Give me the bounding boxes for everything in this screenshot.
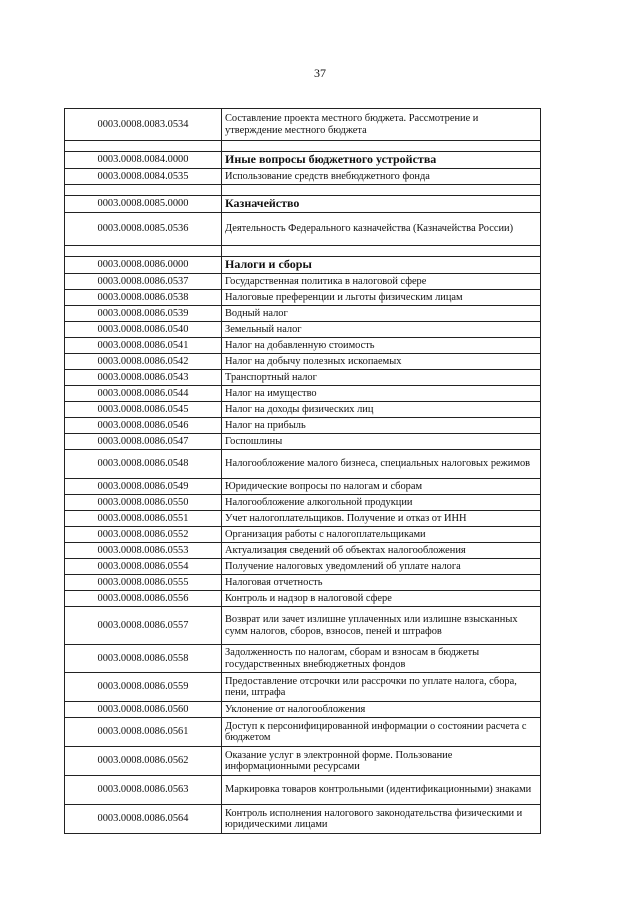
classifier-table <box>64 108 541 834</box>
table-row <box>65 402 541 418</box>
code-cell: 0003.0008.0086.0560 <box>65 702 222 718</box>
table-row <box>65 109 541 141</box>
name-cell: Использование средств внебюджетного фонда <box>222 169 541 185</box>
name-cell: Налоги и сборы <box>222 257 541 274</box>
table-row <box>65 169 541 185</box>
code-cell: 0003.0008.0086.0541 <box>65 338 222 354</box>
table-row <box>65 776 541 805</box>
name-cell: Задолженность по налогам, сборам и взносам в бюджеты государственных внебюджетных фондов <box>222 645 541 673</box>
code-cell: 0003.0008.0086.0537 <box>65 274 222 290</box>
name-cell: Налоговые преференции и льготы физическим лицам <box>222 290 541 306</box>
code-cell: 0003.0008.0086.0550 <box>65 495 222 511</box>
spacer-row <box>65 185 541 196</box>
table-row <box>65 274 541 290</box>
name-cell: Налогообложение алкогольной продукции <box>222 495 541 511</box>
table-row <box>65 607 541 645</box>
code-cell: 0003.0008.0086.0551 <box>65 511 222 527</box>
table-row <box>65 543 541 559</box>
table-row <box>65 306 541 322</box>
code-cell: 0003.0008.0086.0539 <box>65 306 222 322</box>
table-row <box>65 718 541 747</box>
name-cell: Организация работы с налогоплательщиками <box>222 527 541 543</box>
name-cell: Доступ к персонифицированной информации о состоянии расчета с бюджетом <box>222 718 541 747</box>
name-cell: Госпошлины <box>222 434 541 450</box>
table-row <box>65 527 541 543</box>
name-cell: Налоговая отчетность <box>222 575 541 591</box>
section-heading-row <box>65 257 541 274</box>
code-cell: 0003.0008.0086.0542 <box>65 354 222 370</box>
table-row <box>65 575 541 591</box>
name-cell: Налог на доходы физических лиц <box>222 402 541 418</box>
code-cell: 0003.0008.0086.0557 <box>65 607 222 645</box>
code-cell: 0003.0008.0083.0534 <box>65 109 222 141</box>
table-row <box>65 479 541 495</box>
table-row <box>65 645 541 673</box>
name-cell: Транспортный налог <box>222 370 541 386</box>
table-row <box>65 559 541 575</box>
code-cell: 0003.0008.0086.0559 <box>65 673 222 702</box>
code-cell: 0003.0008.0086.0538 <box>65 290 222 306</box>
code-cell: 0003.0008.0084.0535 <box>65 169 222 185</box>
classifier-table-body <box>65 109 541 834</box>
code-cell <box>65 185 222 196</box>
code-cell <box>65 246 222 257</box>
code-cell: 0003.0008.0086.0555 <box>65 575 222 591</box>
code-cell: 0003.0008.0086.0547 <box>65 434 222 450</box>
table-row <box>65 495 541 511</box>
name-cell: Маркировка товаров контрольными (идентификационными) знаками <box>222 776 541 805</box>
name-cell: Юридические вопросы по налогам и сборам <box>222 479 541 495</box>
table-row <box>65 418 541 434</box>
table-row <box>65 338 541 354</box>
code-cell: 0003.0008.0086.0558 <box>65 645 222 673</box>
code-cell: 0003.0008.0084.0000 <box>65 152 222 169</box>
code-cell: 0003.0008.0085.0536 <box>65 213 222 246</box>
code-cell: 0003.0008.0086.0543 <box>65 370 222 386</box>
section-heading-row <box>65 152 541 169</box>
page-number: 37 <box>314 66 326 80</box>
name-cell: Актуализация сведений об объектах налогообложения <box>222 543 541 559</box>
name-cell: Оказание услуг в электронной форме. Пользование информационными ресурсами <box>222 747 541 776</box>
code-cell: 0003.0008.0086.0545 <box>65 402 222 418</box>
code-cell: 0003.0008.0086.0000 <box>65 257 222 274</box>
code-cell: 0003.0008.0086.0546 <box>65 418 222 434</box>
name-cell: Водный налог <box>222 306 541 322</box>
code-cell: 0003.0008.0086.0564 <box>65 805 222 834</box>
name-cell: Иные вопросы бюджетного устройства <box>222 152 541 169</box>
name-cell: Деятельность Федерального казначейства (Казначейства России) <box>222 213 541 246</box>
code-cell: 0003.0008.0086.0561 <box>65 718 222 747</box>
spacer-row <box>65 246 541 257</box>
code-cell: 0003.0008.0086.0548 <box>65 450 222 479</box>
code-cell: 0003.0008.0086.0552 <box>65 527 222 543</box>
code-cell: 0003.0008.0086.0540 <box>65 322 222 338</box>
code-cell: 0003.0008.0086.0553 <box>65 543 222 559</box>
name-cell: Возврат или зачет излишне уплаченных или излишне взысканных сумм налогов, сборов, взносов, пеней и штрафов <box>222 607 541 645</box>
code-cell <box>65 141 222 152</box>
table-row <box>65 673 541 702</box>
code-cell: 0003.0008.0086.0544 <box>65 386 222 402</box>
name-cell: Контроль исполнения налогового законодательства физическими и юридическими лицами <box>222 805 541 834</box>
name-cell: Налог на прибыль <box>222 418 541 434</box>
name-cell: Получение налоговых уведомлений об уплате налога <box>222 559 541 575</box>
code-cell: 0003.0008.0086.0562 <box>65 747 222 776</box>
table-row <box>65 805 541 834</box>
table-row <box>65 747 541 776</box>
table-row <box>65 434 541 450</box>
name-cell <box>222 185 541 196</box>
table-row <box>65 386 541 402</box>
name-cell: Государственная политика в налоговой сфере <box>222 274 541 290</box>
table-row <box>65 370 541 386</box>
name-cell: Предоставление отсрочки или рассрочки по уплате налога, сбора, пени, штрафа <box>222 673 541 702</box>
name-cell: Учет налогоплательщиков. Получение и отказ от ИНН <box>222 511 541 527</box>
table-row <box>65 702 541 718</box>
name-cell <box>222 141 541 152</box>
table-row <box>65 511 541 527</box>
table-row <box>65 322 541 338</box>
code-cell: 0003.0008.0086.0554 <box>65 559 222 575</box>
name-cell: Налогообложение малого бизнеса, специальных налоговых режимов <box>222 450 541 479</box>
table-row <box>65 591 541 607</box>
name-cell: Составление проекта местного бюджета. Рассмотрение и утверждение местного бюджета <box>222 109 541 141</box>
table-row <box>65 213 541 246</box>
section-heading-row <box>65 196 541 213</box>
spacer-row <box>65 141 541 152</box>
name-cell: Земельный налог <box>222 322 541 338</box>
code-cell: 0003.0008.0085.0000 <box>65 196 222 213</box>
code-cell: 0003.0008.0086.0563 <box>65 776 222 805</box>
name-cell: Налог на добычу полезных ископаемых <box>222 354 541 370</box>
name-cell: Казначейство <box>222 196 541 213</box>
table-row <box>65 450 541 479</box>
table-row <box>65 290 541 306</box>
code-cell: 0003.0008.0086.0556 <box>65 591 222 607</box>
name-cell: Контроль и надзор в налоговой сфере <box>222 591 541 607</box>
name-cell: Налог на добавленную стоимость <box>222 338 541 354</box>
name-cell <box>222 246 541 257</box>
code-cell: 0003.0008.0086.0549 <box>65 479 222 495</box>
name-cell: Уклонение от налогообложения <box>222 702 541 718</box>
table-row <box>65 354 541 370</box>
name-cell: Налог на имущество <box>222 386 541 402</box>
